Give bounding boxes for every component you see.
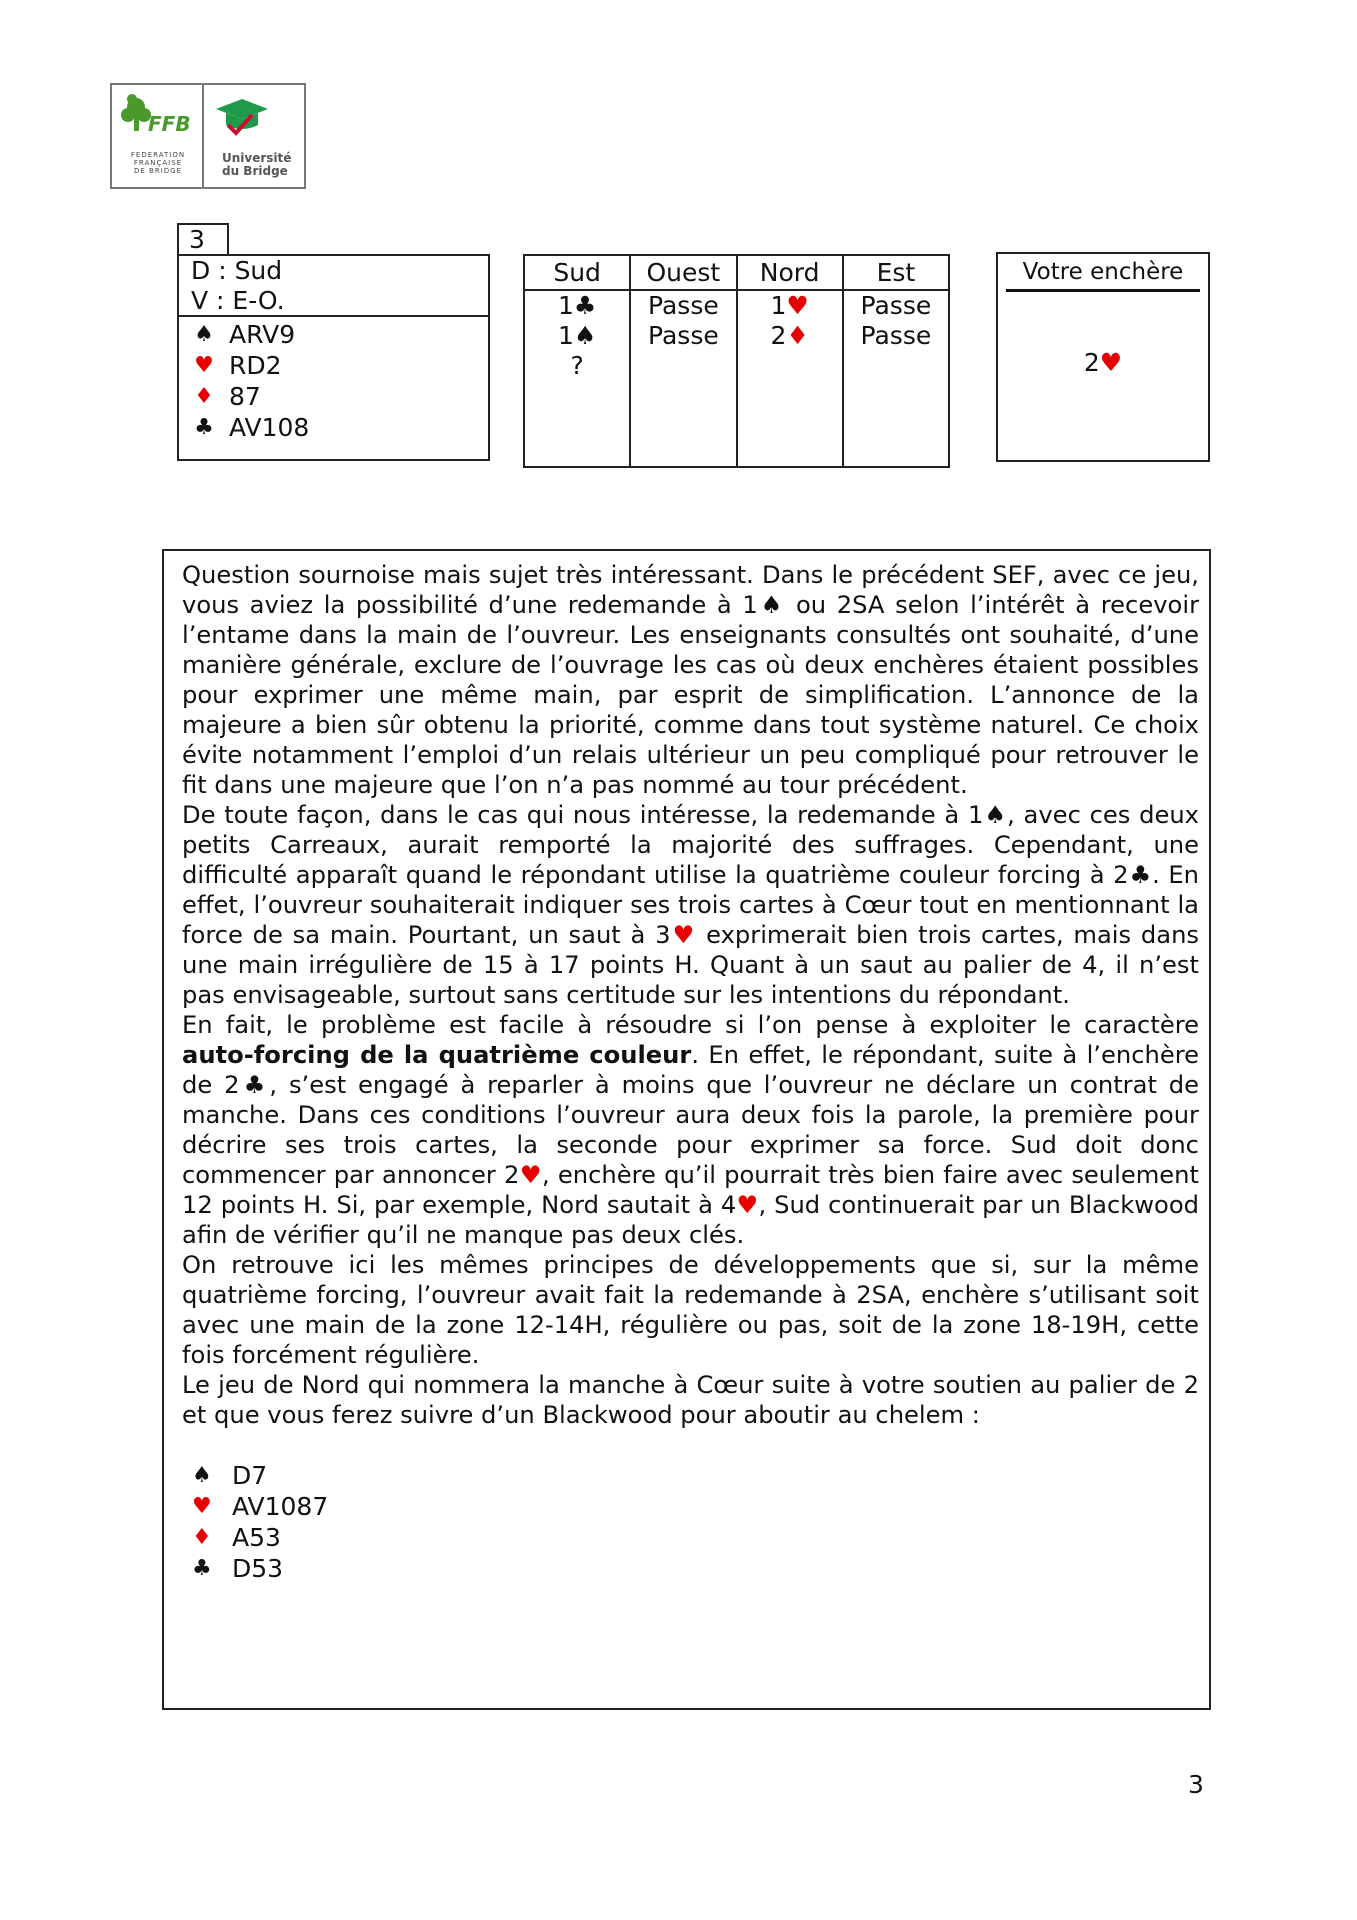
dealer: D : Sud bbox=[191, 256, 283, 285]
bid: 1♠ bbox=[557, 321, 597, 350]
heart-icon: ♥ bbox=[192, 1494, 212, 1519]
paragraph-4: On retrouve ici les mêmes principes de développements que si, sur la même quatrième forcing, l’ouvreur avait fait la redemande à 2SA, enchère s’utilisant soit avec une main de la zone 12-14H, régulière ou pas, soit de la zone 18-19H, cette fois forcément régulière. bbox=[182, 1251, 1199, 1369]
hand-row-spades: ♠ ARV9 bbox=[179, 319, 488, 350]
club-icon: ♣ bbox=[573, 291, 597, 320]
bold-phrase: auto-forcing de la quatrième couleur bbox=[182, 1041, 692, 1069]
bidding-head: Nord bbox=[738, 256, 842, 291]
bid: 2♦ bbox=[770, 321, 809, 350]
diamond-icon: ♦ bbox=[192, 1525, 212, 1550]
deal-box bbox=[177, 254, 490, 461]
bidding-head: Est bbox=[844, 256, 948, 291]
ffb-logo bbox=[112, 85, 204, 187]
spade-icon: ♠ bbox=[757, 591, 786, 619]
paragraph-3: En fait, le problème est facile à résoudre si l’on pense à exploiter le caractère auto-forcing de la quatrième couleur. En effet, le répondant, suite à l’enchère de 2♣, s’est engagé à reparler à moins que l’ouvreur ne déclare un contrat de manche. Dans ces conditions l’ouvreur aura deux fois la parole, la première pour décrire ses trois cartes, la seconde pour exprimer sa force. Sud doit donc commencer par annoncer 2♥, enchère qu’il pourrait très bien faire avec seulement 12 points H. Si, par exemple, Nord sautait à 4♥, Sud continuerait par un Blackwood afin de vérifier qu’il ne manque pas deux clés. bbox=[182, 1011, 1199, 1249]
diamond-icon: ♦ bbox=[786, 321, 809, 350]
ub-logo bbox=[204, 85, 304, 187]
logo bbox=[110, 83, 306, 189]
heart-icon: ♥ bbox=[519, 1161, 543, 1189]
diamond-icon: ♦ bbox=[194, 384, 214, 409]
votre-enchere-answer: 2♥ bbox=[1083, 348, 1123, 377]
hand-row-clubs: ♣ AV108 bbox=[179, 412, 488, 443]
heart-icon: ♥ bbox=[1099, 348, 1123, 377]
bidding-col-est bbox=[844, 256, 948, 466]
bid: Passe bbox=[648, 291, 719, 320]
hand-row-diamonds: ♦ 87 bbox=[179, 381, 488, 412]
bid: Passe bbox=[648, 321, 719, 350]
paragraph-1: Question sournoise mais sujet très intéressant. Dans le précédent SEF, avec ce jeu, vous aviez la possibilité d’une redemande à 1♠ ou 2SA selon l’intérêt à recevoir l’entame dans la main de l’ouvreur. Les enseignants consultés ont souhaité, d’une manière générale, exclure de l’ouvrage les cas où deux enchères étaient possibles pour exprimer une même main, par esprit de simplification. L’annonce de la majeure a bien sûr obtenu la priorité, comme dans tout système naturel. Ce choix évite notamment l’emploi d’un relais ultérieur un peu compliqué pour retrouver le fit dans une majeure que l’on n’a pas nommé au tour précédent. bbox=[182, 561, 1200, 799]
hand-row-diamonds: ♦ A53 bbox=[182, 1522, 1199, 1553]
page-number: 3 bbox=[1188, 1770, 1204, 1799]
heart-icon: ♥ bbox=[670, 921, 697, 949]
heart-icon: ♥ bbox=[736, 1191, 759, 1219]
votre-enchere-title: Votre enchère bbox=[1022, 259, 1184, 285]
spade-icon: ♠ bbox=[192, 1463, 212, 1488]
paragraph-2: De toute façon, dans le cas qui nous intéresse, la redemande à 1♠, avec ces deux petits Carreaux, aurait remporté la majorité des suffrages. Cependant, une difficulté apparaît quand le répondant utilise la quatrième couleur forcing à 2♣. En effet, l’ouvreur souhaiterait indiquer ses trois cartes à Cœur tout en mentionnant la force de sa main. Pourtant, un saut à 3♥ exprimerait bien trois cartes, mais dans une main irrégulière de 15 à 17 points H. Quant à un saut au palier de 4, il n’est pas envisageable, surtout sans certitude sur les intentions du répondant. bbox=[182, 801, 1200, 1009]
ffb-caption: FEDERATION FRANÇAISE DE BRIDGE bbox=[130, 151, 186, 175]
bid: ? bbox=[570, 351, 584, 380]
club-icon: ♣ bbox=[1128, 861, 1153, 889]
bid: 1♣ bbox=[557, 291, 597, 320]
bid: Passe bbox=[860, 291, 932, 320]
bid: Passe bbox=[860, 321, 932, 350]
bidding-col-sud bbox=[525, 256, 631, 466]
divider bbox=[1006, 289, 1200, 292]
hand-row-clubs: ♣ D53 bbox=[182, 1553, 1199, 1584]
club-icon: ♣ bbox=[194, 415, 214, 440]
graduation-cap-icon bbox=[204, 85, 304, 147]
spade-icon: ♠ bbox=[983, 801, 1008, 829]
votre-enchere-box bbox=[996, 252, 1210, 462]
bidding-table bbox=[523, 254, 950, 468]
bid: 1♥ bbox=[770, 291, 809, 320]
paragraph-5: Le jeu de Nord qui nommera la manche à Cœur suite à votre soutien au palier de 2 et que vous ferez suivre d’un Blackwood pour aboutir au chelem : bbox=[182, 1371, 1199, 1429]
vulnerability: V : E-O. bbox=[191, 286, 285, 315]
bidding-col-nord bbox=[738, 256, 844, 466]
club-icon: ♣ bbox=[192, 1556, 212, 1581]
club-icon: ♣ bbox=[239, 1071, 270, 1099]
hand-row-hearts: ♥ RD2 bbox=[179, 350, 488, 381]
bidding-col-ouest bbox=[631, 256, 737, 466]
explanation-box bbox=[162, 549, 1211, 1710]
south-hand bbox=[179, 317, 488, 443]
spade-icon: ♠ bbox=[573, 321, 597, 350]
ub-caption: Université du Bridge bbox=[222, 151, 292, 178]
heart-icon: ♥ bbox=[194, 353, 214, 378]
hand-row-spades: ♠ D7 bbox=[182, 1460, 1199, 1491]
deal-number: 3 bbox=[177, 223, 229, 256]
hand-row-hearts: ♥ AV1087 bbox=[182, 1491, 1199, 1522]
dealer-vulnerability bbox=[179, 256, 488, 317]
ffb-tree-icon bbox=[112, 85, 200, 147]
nord-hand bbox=[182, 1460, 1199, 1584]
spade-icon: ♠ bbox=[194, 322, 214, 347]
bidding-head: Ouest bbox=[631, 256, 735, 291]
ffb-mark: FFB bbox=[148, 112, 191, 136]
heart-icon: ♥ bbox=[786, 291, 809, 320]
bidding-head: Sud bbox=[525, 256, 629, 291]
